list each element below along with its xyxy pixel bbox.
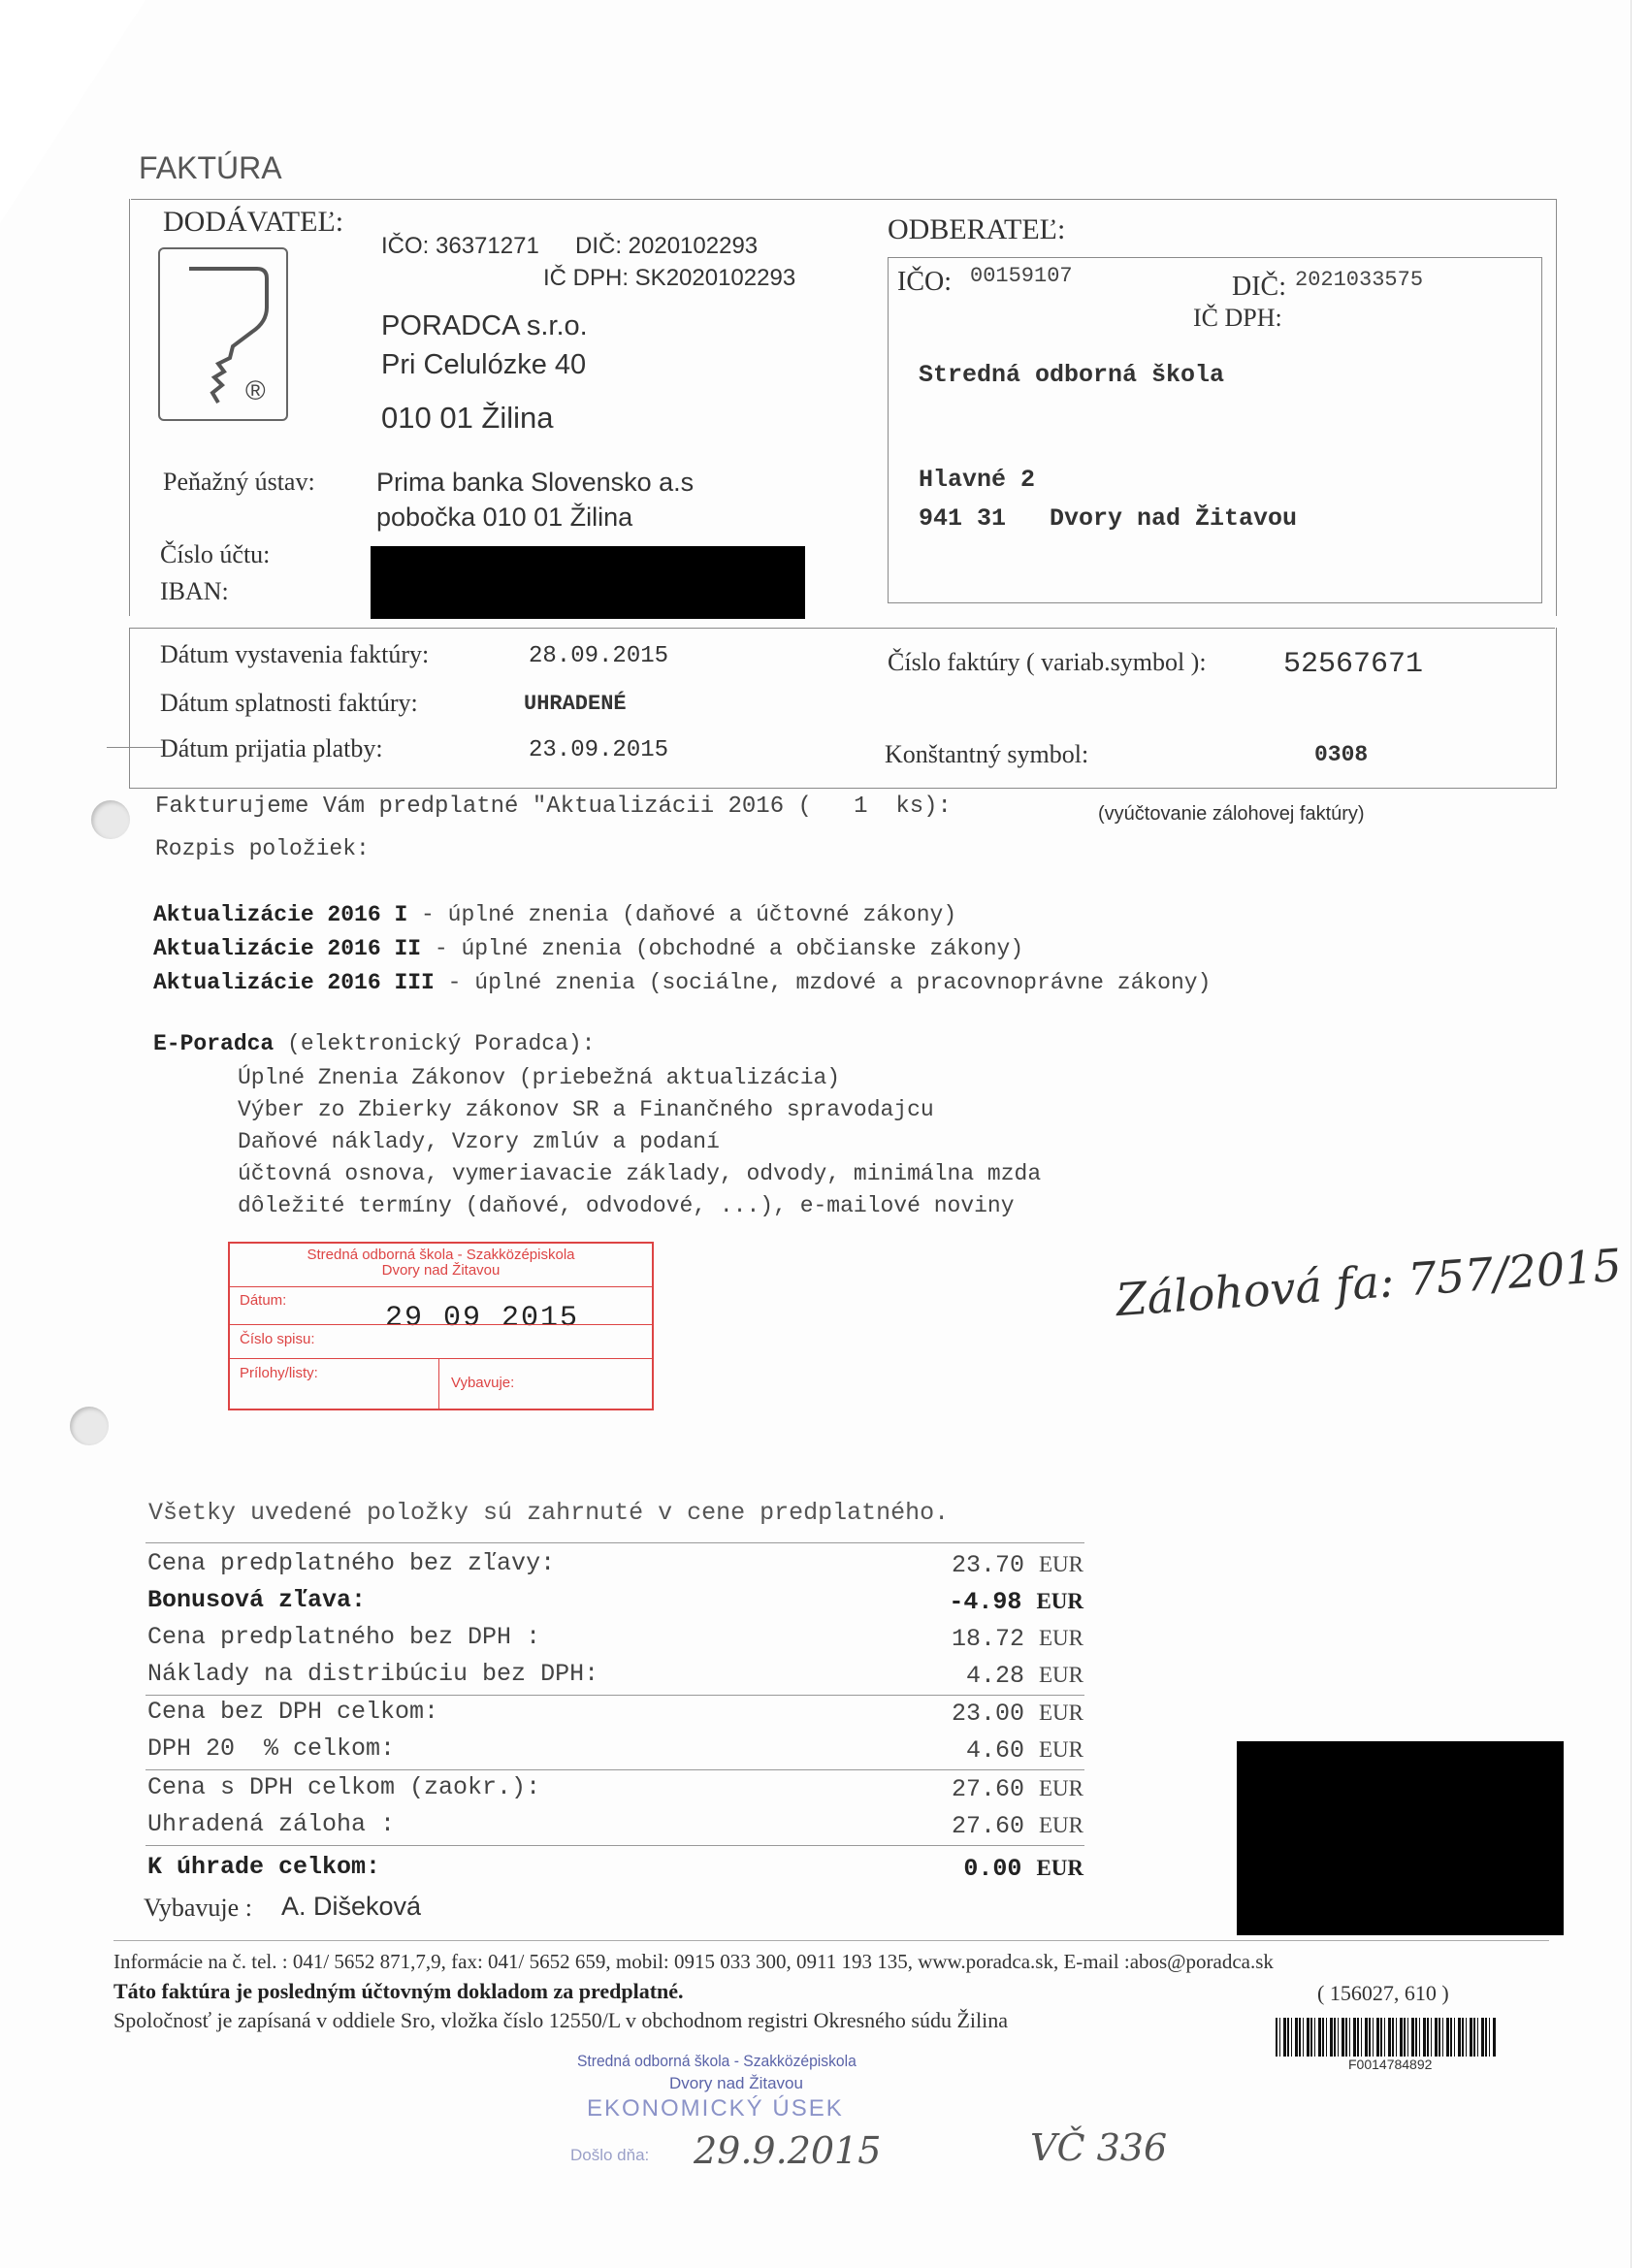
bank-label: Peňažný ústav:	[163, 468, 315, 496]
poradca-logo	[158, 247, 288, 421]
eporadca-line: Výber zo Zbierky zákonov SR a Finančného spravodajcu	[238, 1097, 934, 1122]
account-label: Číslo účtu:	[160, 540, 271, 568]
customer-heading: ODBERATEĽ:	[888, 213, 1066, 245]
customer-city: 941 31 Dvory nad Žitavou	[919, 504, 1298, 533]
handler-label: Vybavuje :	[144, 1894, 252, 1922]
stamp-attach-label: Prílohy/listy:	[240, 1365, 318, 1381]
folded-corner	[0, 0, 146, 223]
summary-row-total-without-vat	[147, 1696, 1083, 1732]
iban-label: IBAN:	[160, 577, 229, 605]
item-name: Aktualizácie 2016 II	[153, 936, 422, 961]
customer-name: Stredná odborná škola	[919, 361, 1225, 389]
summary-row-distribution	[147, 1658, 1083, 1694]
stamp-file-label: Číslo spisu:	[240, 1331, 315, 1347]
constant-symbol: 0308	[1314, 742, 1369, 767]
due-date-label: Dátum splatnosti faktúry:	[160, 689, 418, 717]
customer-ico-label: IČO:	[897, 267, 952, 297]
footer-registry: Spoločnosť je zapísaná v oddiele Sro, vložka číslo 12550/L v obchodnom registri Okresného súdu Žilina	[113, 2008, 1009, 2032]
issue-date: 28.09.2015	[529, 643, 669, 669]
blue-stamp-date: 29.9.2015	[694, 2129, 882, 2172]
dates-side-line	[107, 747, 165, 748]
stamp-school: Stredná odborná škola - Szakközépiskola	[307, 1247, 575, 1263]
customer-street: Hlavné 2	[919, 466, 1036, 494]
item-line	[153, 970, 1211, 995]
items-heading: Rozpis položiek:	[155, 836, 370, 861]
summary-value: 27.60 EUR	[951, 1812, 1083, 1840]
summary-line	[146, 1542, 1084, 1543]
stamp-handler-label: Vybavuje:	[451, 1375, 515, 1391]
item-name: Aktualizácie 2016 I	[153, 902, 408, 927]
stamp-date: 29 09 2015	[385, 1302, 580, 1335]
summary-label: Uhradená záloha :	[147, 1810, 396, 1838]
customer-ico: 00159107	[970, 264, 1073, 288]
handwritten-advance-invoice-note: Zálohová fa: 757/2015	[1114, 1238, 1624, 1327]
summary-value: 27.60 EUR	[951, 1775, 1083, 1803]
summary-label: Cena s DPH celkom (zaokr.):	[147, 1773, 541, 1801]
bank-branch: pobočka 010 01 Žilina	[376, 502, 633, 532]
summary-label: Náklady na distribúciu bez DPH:	[147, 1660, 599, 1688]
footer-contact: Informácie na č. tel. : 041/ 5652 871,7,9, fax: 041/ 5652 659, mobil: 0915 033 300, 0911 193 135, www.poradca.sk, E-mail :abos@poradca.sk	[113, 1950, 1274, 1973]
invoice-number-label: Číslo faktúry ( variab.symbol ):	[888, 648, 1207, 676]
item-description: - úplné znenia (obchodné a občianske zákony)	[421, 936, 1024, 961]
barcode	[1276, 2018, 1497, 2057]
summary-row-price-without-vat	[147, 1621, 1083, 1657]
item-line	[153, 936, 1023, 961]
summary-label: Cena predplatného bez zľavy:	[147, 1549, 556, 1577]
summary-value: 23.00 EUR	[951, 1700, 1083, 1728]
blue-stamp-department: EKONOMICKÝ ÚSEK	[587, 2095, 844, 2122]
item-description: - úplné znenia (sociálne, mzdové a pracovnoprávne zákony)	[434, 970, 1212, 995]
registry-stamp	[228, 1242, 654, 1410]
payment-date: 23.09.2015	[529, 737, 669, 763]
summary-label: Bonusová zľava:	[147, 1586, 367, 1614]
item-description: - úplné znenia (daňové a účtovné zákony)	[407, 902, 957, 927]
constant-symbol-label: Konštantný symbol:	[885, 740, 1089, 768]
customer-dic: 2021033575	[1295, 268, 1424, 292]
intro-text: Fakturujeme Vám predplatné "Aktualizácii 2016 ( 1 ks):	[155, 794, 952, 820]
summary-label: Cena predplatného bez DPH :	[147, 1623, 541, 1651]
summary-row-total-with-vat	[147, 1771, 1083, 1807]
issue-date-label: Dátum vystavenia faktúry:	[160, 640, 430, 668]
supplier-heading: DODÁVATEĽ:	[163, 206, 344, 238]
customer-ic-dph-label: IČ DPH:	[1193, 304, 1282, 332]
punch-hole	[70, 1407, 109, 1445]
redacted-account	[371, 546, 805, 619]
footer-line	[113, 1940, 1549, 1941]
summary-label: Cena bez DPH celkom:	[147, 1698, 439, 1726]
item-name: Aktualizácie 2016 III	[153, 970, 435, 995]
summary-line	[146, 1845, 1084, 1846]
page-right-edge	[1631, 0, 1649, 2268]
stamp-town: Dvory nad Žitavou	[381, 1262, 501, 1279]
item-line	[153, 902, 956, 927]
due-date: UHRADENÉ	[524, 692, 627, 716]
stamp-header	[230, 1244, 652, 1279]
logo-face-icon	[160, 249, 286, 419]
eporadca-line: Daňové náklady, Vzory zmlúv a podaní	[238, 1129, 720, 1154]
footer-code: ( 156027, 610 )	[1317, 1981, 1449, 2005]
stamp-date-label: Dátum:	[240, 1292, 287, 1309]
handler-name: A. Dišeková	[281, 1892, 422, 1921]
summary-label: K úhrade celkom:	[147, 1853, 381, 1881]
supplier-dic: DIČ: 2020102293	[575, 233, 759, 259]
summary-row-price-without-discount	[147, 1547, 1083, 1583]
summary-row-vat	[147, 1733, 1083, 1768]
supplier-ic-dph: IČ DPH: SK2020102293	[543, 265, 796, 291]
blue-stamp-school: Stredná odborná škola - Szakközépiskola	[577, 2052, 857, 2070]
summary-row-amount-due	[147, 1851, 1083, 1887]
supplier-city: 010 01 Žilina	[381, 401, 554, 435]
incoming-number-note: VČ 336	[1030, 2126, 1168, 2169]
blue-stamp-town: Dvory nad Žitavou	[669, 2074, 803, 2092]
eporadca-line: účtovná osnova, vymeriavacie základy, odvody, minimálna mzda	[238, 1161, 1042, 1186]
document-title: FAKTÚRA	[139, 150, 282, 185]
summary-value: 4.28 EUR	[965, 1662, 1083, 1690]
summary-note: Všetky uvedené položky sú zahrnuté v cene predplatného.	[148, 1499, 950, 1527]
summary-row-bonus-discount	[147, 1584, 1083, 1620]
supplier-street: Pri Celulózke 40	[381, 349, 587, 380]
summary-value: 18.72 EUR	[951, 1625, 1083, 1653]
summary-value: 23.70 EUR	[951, 1551, 1083, 1579]
eporadca-desc: (elektronický Poradca):	[274, 1031, 596, 1056]
footer-final-document: Táto faktúra je posledným účtovným dokladom za predplatné.	[113, 1979, 684, 2003]
summary-value: -4.98 EUR	[949, 1588, 1083, 1616]
registered-mark: ®	[245, 375, 266, 405]
customer-dic-label: DIČ:	[1232, 272, 1286, 302]
payment-date-label: Dátum prijatia platby:	[160, 734, 383, 762]
summary-value: 0.00 EUR	[963, 1855, 1083, 1883]
barcode-number: F0014784892	[1348, 2057, 1433, 2072]
summary-line	[146, 1769, 1084, 1770]
supplier-ico: IČO: 36371271	[381, 233, 539, 259]
summary-value: 4.60 EUR	[965, 1736, 1083, 1765]
supplier-name: PORADCA s.r.o.	[381, 310, 588, 341]
redacted-area	[1237, 1741, 1564, 1935]
punch-hole	[91, 800, 130, 839]
eporadca-heading	[153, 1031, 596, 1056]
bank-name: Prima banka Slovensko a.s	[376, 468, 695, 497]
invoice-number: 52567671	[1283, 648, 1424, 681]
summary-row-paid-advance	[147, 1808, 1083, 1844]
eporadca-line: dôležité termíny (daňové, odvodové, ...), e-mailové noviny	[238, 1193, 1015, 1218]
eporadca-line: Úplné Znenia Zákonov (priebežná aktualizácia)	[238, 1065, 841, 1090]
summary-label: DPH 20 % celkom:	[147, 1734, 396, 1763]
eporadca-name: E-Poradca	[153, 1031, 275, 1056]
intro-note: (vyúčtovanie zálohovej faktúry)	[1098, 803, 1365, 825]
blue-stamp-date-label: Došlo dňa:	[570, 2146, 650, 2164]
